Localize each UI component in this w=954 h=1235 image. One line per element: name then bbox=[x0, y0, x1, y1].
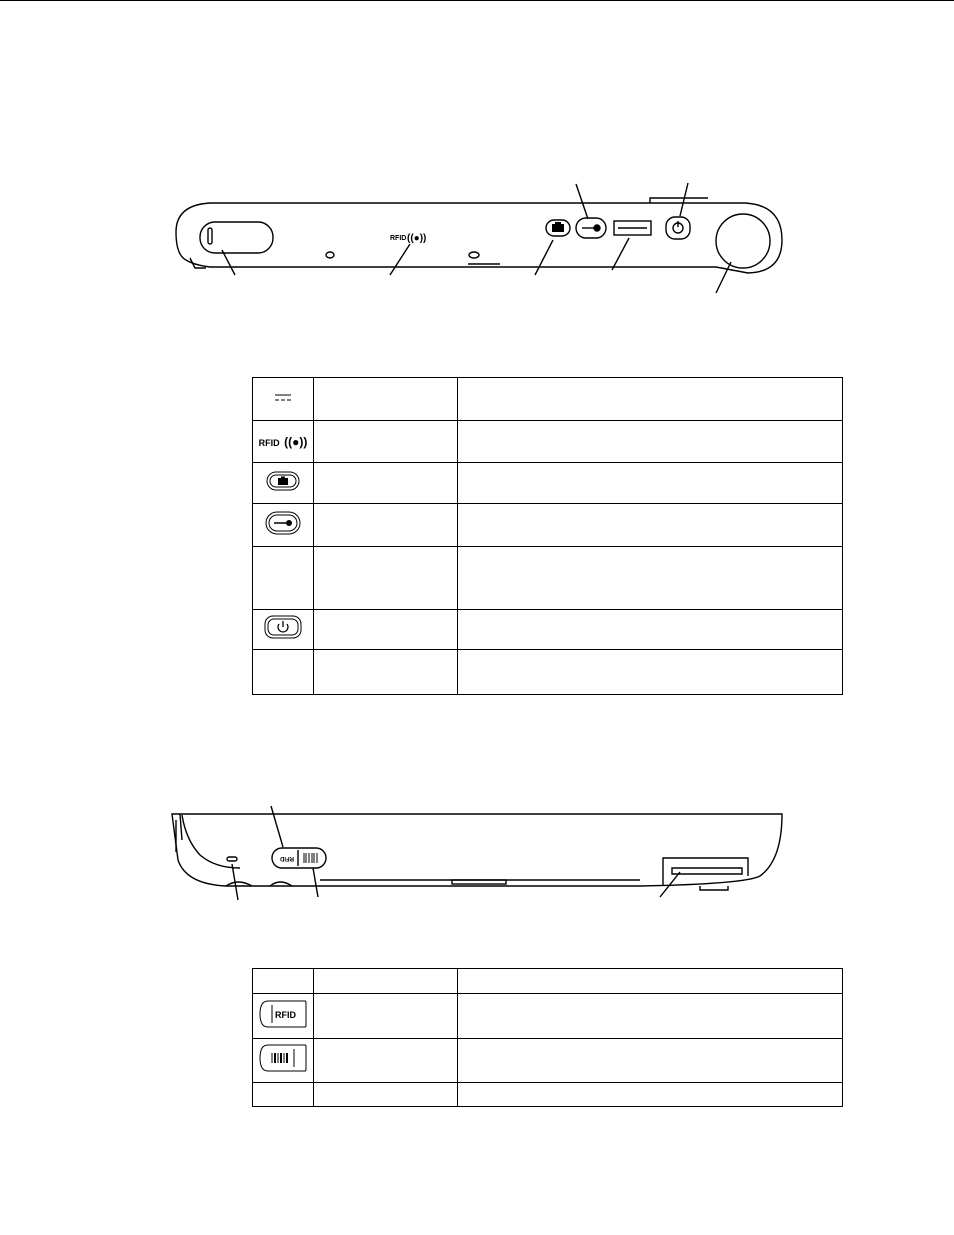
table-row bbox=[253, 547, 843, 610]
row-description bbox=[457, 650, 842, 695]
row-description bbox=[457, 610, 842, 650]
table-row bbox=[253, 421, 843, 463]
rfid-switch-icon bbox=[253, 994, 314, 1039]
camera-button-icon bbox=[253, 463, 314, 504]
rfid-icon bbox=[253, 421, 314, 463]
row-description bbox=[457, 1083, 842, 1107]
row-name bbox=[313, 504, 457, 547]
header-icon-cell bbox=[253, 969, 314, 994]
rfid-wave-icon: ((●)) bbox=[407, 233, 427, 244]
row-name bbox=[313, 610, 457, 650]
device-bottom-view-illustration bbox=[0, 800, 954, 905]
row-name bbox=[313, 650, 457, 695]
table-row bbox=[253, 994, 843, 1039]
switch-rfid-text: RFID bbox=[280, 855, 294, 861]
row-icon bbox=[253, 1083, 314, 1107]
device-top-view-illustration bbox=[0, 170, 954, 300]
bottom-features-table bbox=[252, 968, 843, 1107]
row-name bbox=[313, 994, 457, 1039]
table-row bbox=[253, 610, 843, 650]
row-name bbox=[313, 463, 457, 504]
row-icon bbox=[253, 547, 314, 610]
barcode-switch-icon bbox=[253, 1039, 314, 1083]
row-description bbox=[457, 547, 842, 610]
key-button-icon bbox=[253, 504, 314, 547]
header-description-cell bbox=[457, 969, 842, 994]
table-row bbox=[253, 504, 843, 547]
row-name bbox=[313, 421, 457, 463]
table-row bbox=[253, 378, 843, 421]
rfid-icon-text: RFID bbox=[258, 437, 280, 448]
rfid-switch-icon-text: RFID bbox=[274, 1009, 296, 1020]
row-name bbox=[313, 378, 457, 421]
table-row bbox=[253, 1083, 843, 1107]
row-description bbox=[457, 421, 842, 463]
row-description bbox=[457, 1039, 842, 1083]
table-row bbox=[253, 463, 843, 504]
row-description bbox=[457, 504, 842, 547]
top-features-table bbox=[252, 377, 843, 695]
row-name bbox=[313, 547, 457, 610]
table-row bbox=[253, 650, 843, 695]
rfid-label-text: RFID bbox=[390, 235, 407, 242]
row-name bbox=[313, 1083, 457, 1107]
row-description bbox=[457, 994, 842, 1039]
dc-power-icon bbox=[253, 378, 314, 421]
power-button-icon bbox=[253, 610, 314, 650]
page-top-rule bbox=[0, 0, 954, 1]
row-icon bbox=[253, 650, 314, 695]
row-description bbox=[457, 463, 842, 504]
rfid-wave-icon: ((●)) bbox=[284, 434, 308, 449]
header-name-cell bbox=[313, 969, 457, 994]
row-description bbox=[457, 378, 842, 421]
table-row bbox=[253, 1039, 843, 1083]
row-name bbox=[313, 1039, 457, 1083]
table-header-row bbox=[253, 969, 843, 994]
